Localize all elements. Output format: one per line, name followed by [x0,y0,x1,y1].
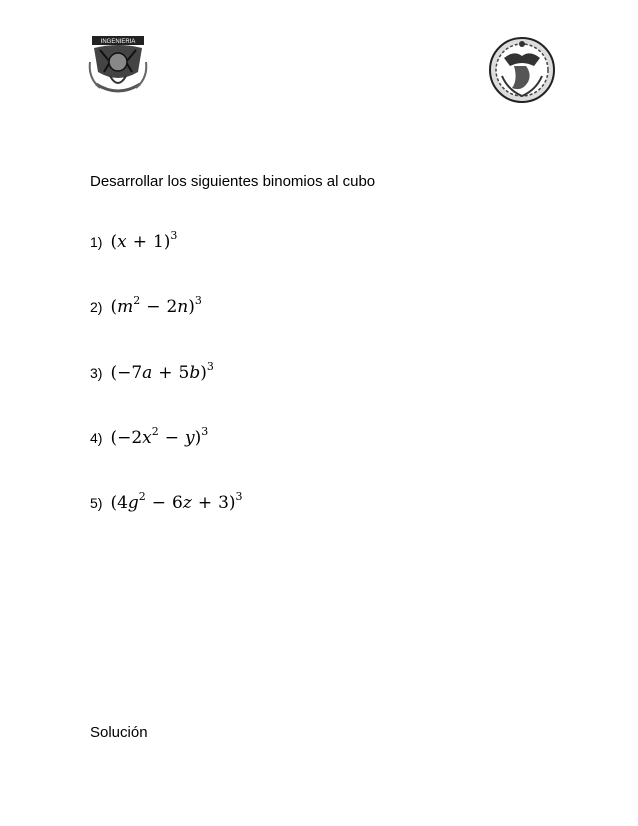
problem-5-number: 5) [90,495,103,511]
problem-2-number: 2) [90,299,103,315]
problem-2 [90,294,202,317]
problem-2-expression: $(m^2 - 2n)^3$ [110,294,202,317]
problem-5-expression: $(4g^2 - 6z + 3)^3$ [110,490,243,513]
instruction-text: Desarrollar los siguientes binomios al cubo [90,173,376,190]
problem-1-number: 1) [90,234,103,250]
problem-4-number: 4) [90,430,103,446]
problem-3-number: 3) [90,365,103,381]
unam-seal-logo [488,36,556,104]
problem-3 [90,360,214,383]
ingenieria-crest-logo [86,32,150,100]
problem-3-expression: $(-7a + 5b)^3$ [110,360,214,383]
solution-label: Solución [90,724,148,741]
svg-text:INGENIERIA: INGENIERIA [100,39,136,45]
problem-5 [90,490,243,513]
problem-1-expression: $(x + 1)^3$ [110,229,178,252]
problem-4-expression: $(-2x^2 - y)^3$ [110,425,209,448]
problem-1 [90,229,178,252]
problem-4 [90,425,209,448]
